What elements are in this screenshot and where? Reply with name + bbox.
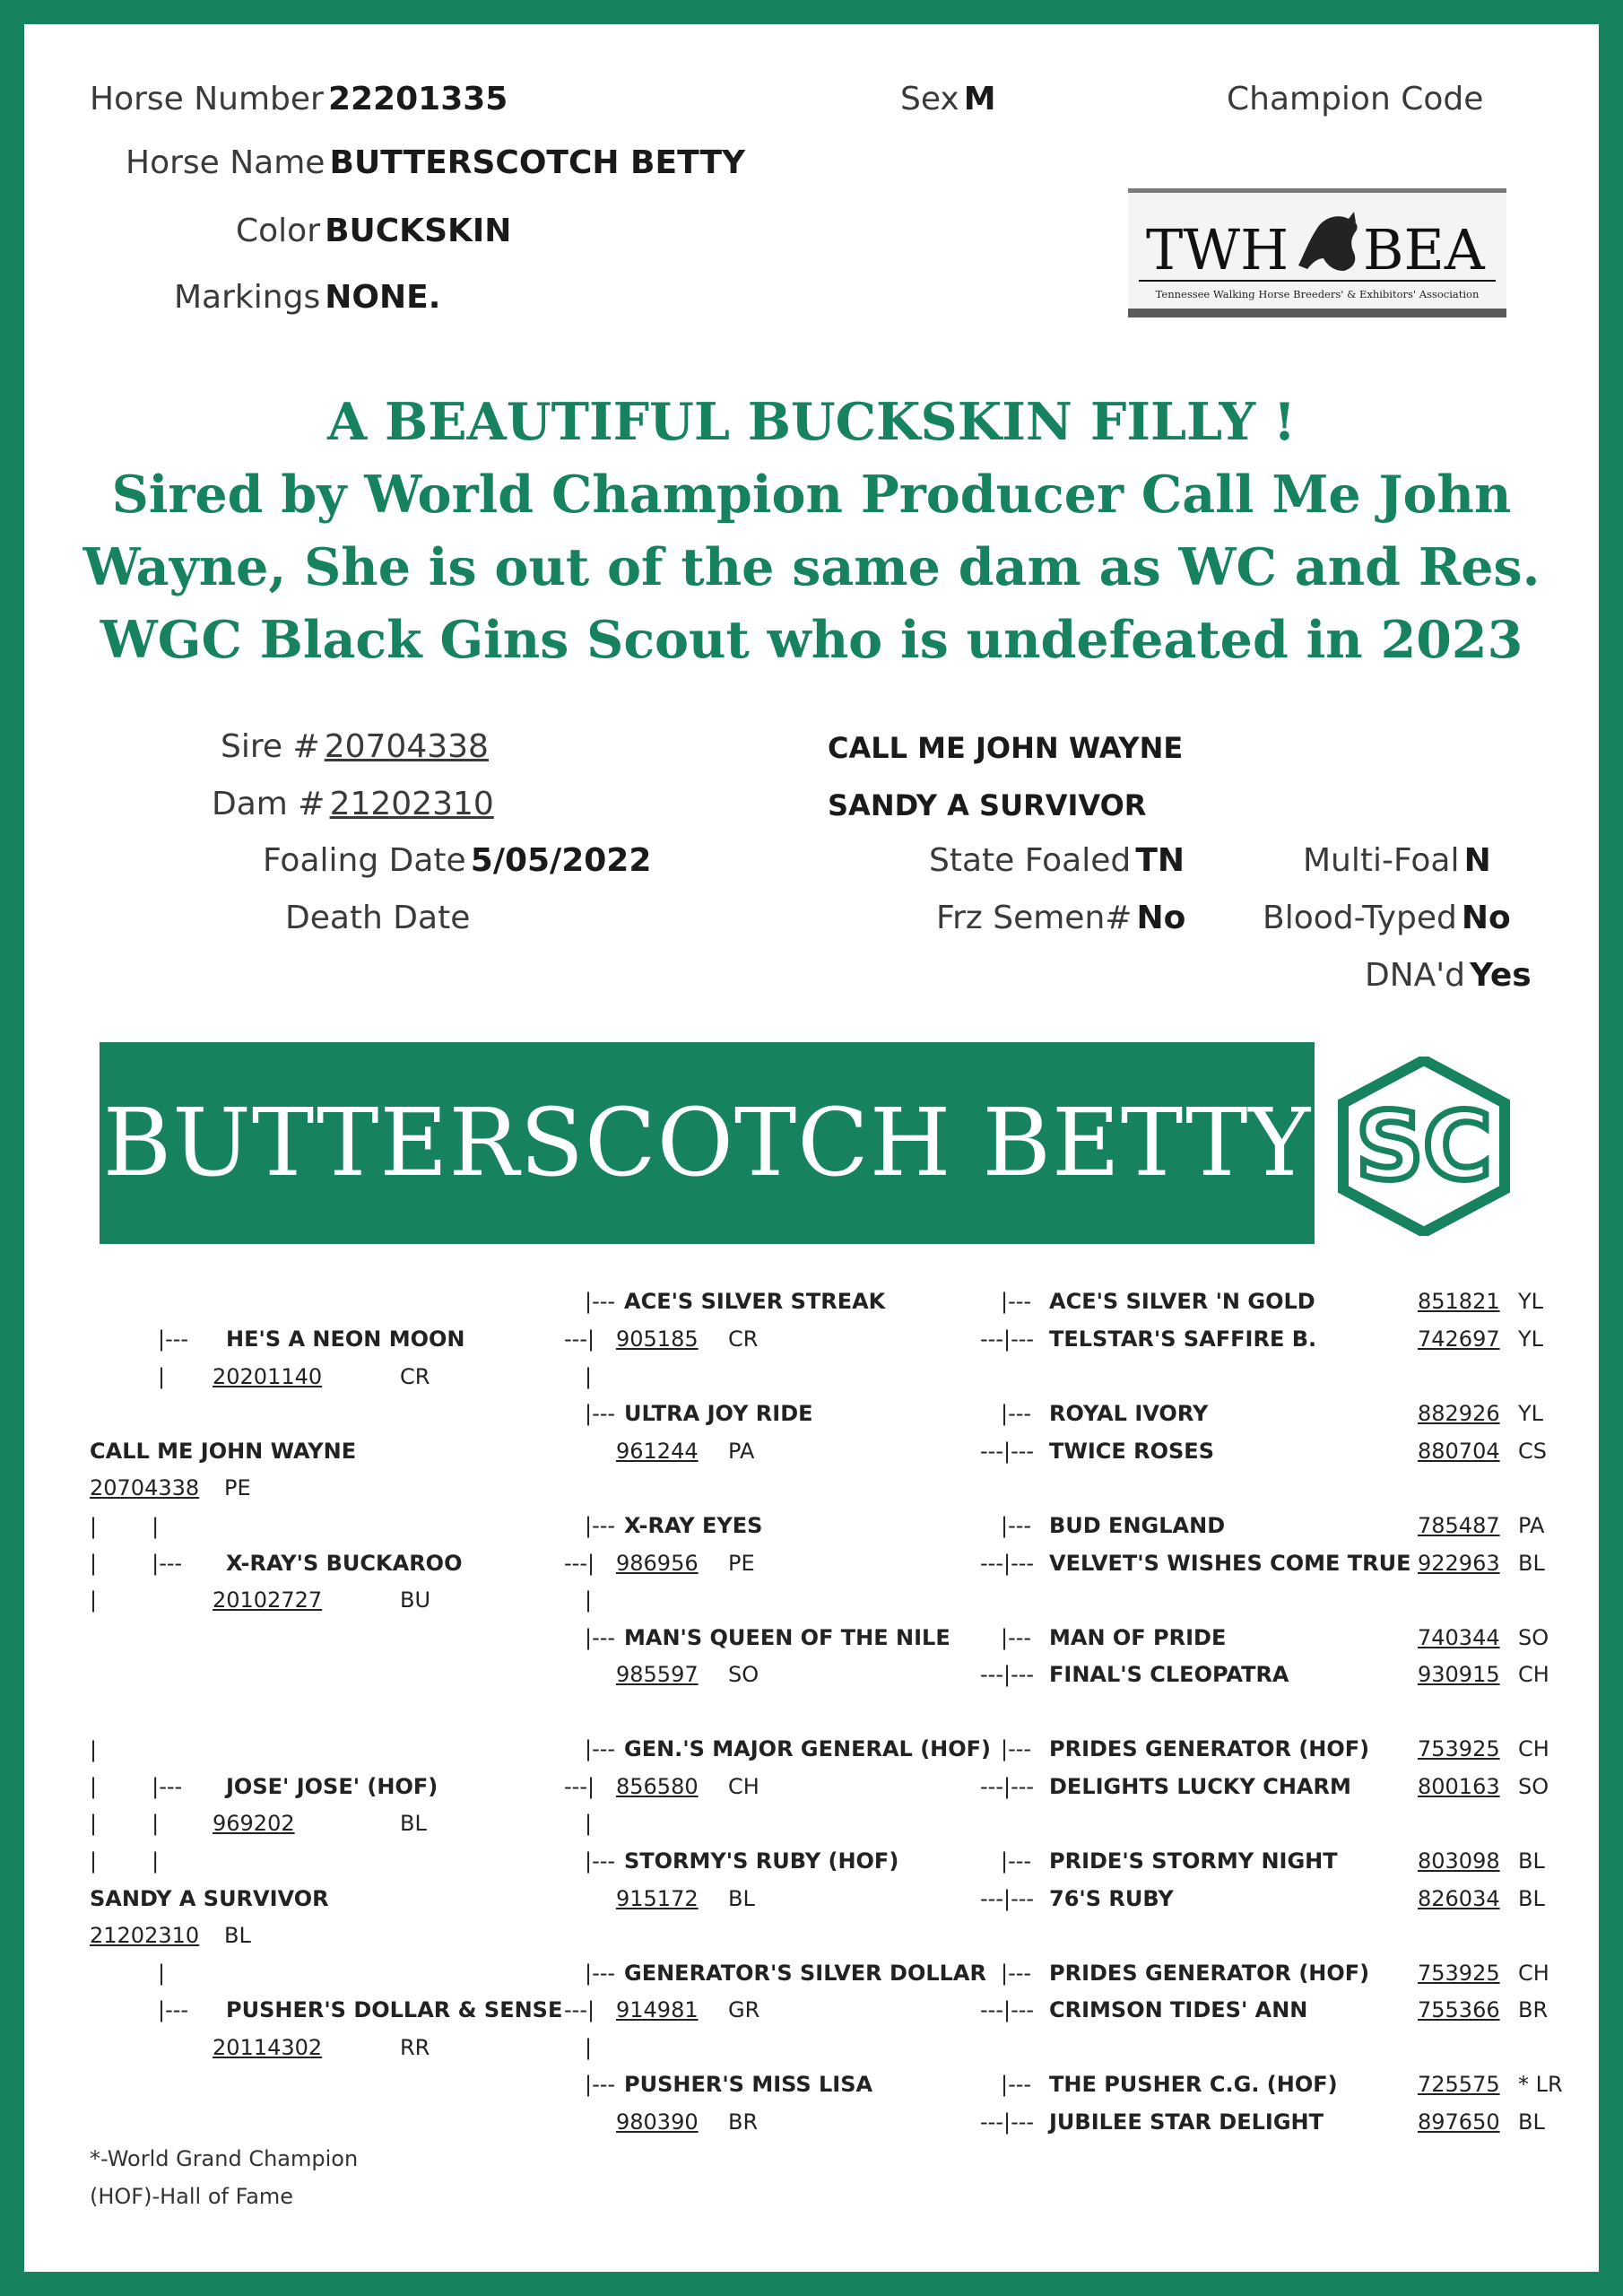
connector: |--- — [1001, 1961, 1032, 1986]
connector: ---| — [564, 1997, 595, 2022]
connector: |--- — [585, 1736, 616, 1761]
dam-number-row — [212, 786, 494, 822]
gen3-reg[interactable]: 856580 — [616, 1774, 699, 1799]
blood-typed-row — [1263, 900, 1511, 936]
dna-value: Yes — [1470, 957, 1532, 994]
gen4-reg[interactable]: 742697 — [1418, 1326, 1500, 1352]
connector: |--- — [585, 1513, 616, 1538]
gen4-reg[interactable]: 725575 — [1418, 2072, 1500, 2097]
gen4-name: TWICE ROSES — [1049, 1439, 1214, 1464]
blood-typed-value: No — [1461, 900, 1511, 936]
connector: |--- — [585, 1848, 616, 1874]
banner-title: BUTTERSCOTCH BETTY — [102, 1088, 1312, 1197]
connector: |--- — [585, 1961, 616, 1986]
markings-row — [174, 279, 440, 316]
gen4-reg[interactable]: 753925 — [1418, 1736, 1500, 1761]
sex-label: Sex — [900, 81, 959, 117]
gen3-color: BL — [728, 1886, 755, 1911]
connector: |--- — [158, 1326, 189, 1352]
gen4-color: SO — [1518, 1774, 1549, 1799]
color-value: BUCKSKIN — [325, 213, 512, 249]
sire-number-row — [221, 728, 489, 765]
gen4-color: SO — [1518, 1625, 1549, 1650]
name-banner — [100, 1042, 1315, 1244]
gen4-name: THE PUSHER C.G. (HOF) — [1049, 2072, 1338, 2097]
gen2-color: CR — [400, 1364, 430, 1389]
gen2-reg[interactable]: 20102727 — [213, 1587, 323, 1613]
connector: |--- — [1001, 1513, 1032, 1538]
gen4-color: BL — [1518, 1551, 1545, 1576]
logo-text-left: TWH — [1146, 217, 1289, 283]
gen4-reg[interactable]: 753925 — [1418, 1961, 1500, 1986]
connector: | — [158, 1961, 166, 1986]
pedigree-dam-color: BL — [224, 1923, 251, 1948]
monogram-text: SC — [1356, 1091, 1492, 1201]
gen4-color: * LR — [1518, 2072, 1563, 2097]
gen4-name: MAN OF PRIDE — [1049, 1625, 1227, 1650]
gen2-reg[interactable]: 20201140 — [213, 1364, 323, 1389]
gen4-name: PRIDES GENERATOR (HOF) — [1049, 1961, 1370, 1986]
connector: ---|--- — [980, 1997, 1035, 2022]
gen3-name: GENERATOR'S SILVER DOLLAR — [624, 1961, 986, 1986]
champion-code-label: Champion Code — [1227, 81, 1484, 117]
pedigree-sire-reg[interactable]: 20704338 — [90, 1475, 200, 1500]
connector: ---|--- — [980, 1551, 1035, 1576]
gen3-reg[interactable]: 985597 — [616, 1662, 699, 1687]
gen4-name: DELIGHTS LUCKY CHARM — [1049, 1774, 1351, 1799]
gen2-color: BL — [400, 1811, 427, 1836]
connector: ---| — [564, 1326, 595, 1352]
color-row — [236, 213, 511, 249]
horse-number-label: Horse Number — [90, 81, 324, 117]
gen3-color: CR — [728, 1326, 759, 1352]
frz-semen-label: Frz Semen# — [936, 900, 1133, 936]
gen4-name: ROYAL IVORY — [1049, 1401, 1209, 1426]
frz-semen-row — [936, 900, 1185, 936]
gen3-reg[interactable]: 915172 — [616, 1886, 699, 1911]
gen4-color: CH — [1518, 1736, 1549, 1761]
gen4-reg[interactable]: 897650 — [1418, 2109, 1500, 2135]
frz-semen-value: No — [1136, 900, 1186, 936]
gen4-reg[interactable]: 800163 — [1418, 1774, 1500, 1799]
connector: | | — [90, 1514, 160, 1539]
connector: ---|--- — [980, 1326, 1035, 1352]
connector: | — [585, 1364, 593, 1389]
connector: | |--- — [90, 1774, 183, 1799]
connector: ---| — [564, 1774, 595, 1799]
gen4-name: BUD ENGLAND — [1049, 1513, 1226, 1538]
connector: ---| — [564, 1551, 595, 1576]
color-label: Color — [236, 213, 320, 249]
connector: | — [585, 1811, 593, 1836]
gen4-color: BL — [1518, 2109, 1545, 2135]
connector: ---|--- — [980, 1886, 1035, 1911]
foaling-date-value: 5/05/2022 — [470, 842, 652, 879]
pedigree-sire-color: PE — [224, 1475, 251, 1500]
horse-name-value: BUTTERSCOTCH BETTY — [329, 144, 746, 181]
gen4-color: YL — [1518, 1401, 1544, 1426]
gen4-name: PRIDES GENERATOR (HOF) — [1049, 1736, 1370, 1761]
connector: ---|--- — [980, 1662, 1035, 1687]
connector: | — [90, 1737, 98, 1762]
gen4-name: JUBILEE STAR DELIGHT — [1049, 2109, 1324, 2135]
connector: |--- — [158, 1997, 189, 2022]
gen4-color: CH — [1518, 1662, 1549, 1687]
dam-label: Dam # — [212, 786, 325, 822]
gen4-color: YL — [1518, 1326, 1544, 1352]
gen4-color: PA — [1518, 1513, 1545, 1538]
connector: |--- — [1001, 1289, 1032, 1314]
state-foaled-value: TN — [1135, 842, 1185, 879]
headline-line-1: A BEAUTIFUL BUCKSKIN FILLY ! — [326, 392, 1297, 452]
connector: | — [585, 1587, 593, 1613]
gen3-color: GR — [728, 1997, 760, 2022]
gen3-color: PA — [728, 1439, 755, 1464]
legend-hof: (HOF)-Hall of Fame — [90, 2184, 294, 2209]
gen4-reg[interactable]: 755366 — [1418, 1997, 1500, 2022]
connector: |--- — [1001, 1736, 1032, 1761]
gen4-name: CRIMSON TIDES' ANN — [1049, 1997, 1308, 2022]
gen4-color: BL — [1518, 1848, 1545, 1874]
connector: |--- — [1001, 1625, 1032, 1650]
gen4-color: BR — [1518, 1997, 1549, 2022]
pedigree-sire-name: CALL ME JOHN WAYNE — [90, 1439, 357, 1464]
gen4-reg[interactable]: 882926 — [1418, 1401, 1500, 1426]
gen4-reg[interactable]: 803098 — [1418, 1848, 1500, 1874]
multi-foal-label: Multi-Foal — [1303, 842, 1460, 879]
connector: | |--- — [90, 1551, 183, 1576]
gen3-color: BR — [728, 2109, 759, 2135]
gen4-color: BL — [1518, 1886, 1545, 1911]
gen3-color: SO — [728, 1662, 759, 1687]
legend-wgc: *-World Grand Champion — [90, 2146, 359, 2171]
connector: | — [585, 2035, 593, 2060]
markings-value: NONE. — [325, 279, 441, 316]
gen4-reg[interactable]: 880704 — [1418, 1439, 1500, 1464]
gen3-color: PE — [728, 1551, 755, 1576]
horse-name-row — [126, 144, 745, 181]
headline-line-2: Sired by World Champion Producer Call Me John — [111, 465, 1512, 525]
headline — [36, 386, 1587, 676]
markings-label: Markings — [174, 279, 321, 316]
sire-number-link[interactable]: 20704338 — [324, 728, 489, 765]
gen3-name: STORMY'S RUBY (HOF) — [624, 1848, 899, 1874]
sire-label: Sire # — [221, 728, 320, 765]
pedigree-dam-reg[interactable]: 21202310 — [90, 1923, 200, 1948]
multi-foal-row — [1303, 842, 1491, 879]
multi-foal-value: N — [1463, 842, 1491, 879]
gen3-reg[interactable]: 914981 — [616, 1997, 699, 2022]
dna-label: DNA'd — [1365, 957, 1466, 994]
connector: |--- — [1001, 1401, 1032, 1426]
gen4-reg[interactable]: 922963 — [1418, 1551, 1500, 1576]
logo-tagline: Tennessee Walking Horse Breeders' & Exhibitors' Association — [1155, 288, 1480, 300]
state-foaled-label: State Foaled — [929, 842, 1132, 879]
gen4-color: YL — [1518, 1289, 1544, 1314]
horse-name-label: Horse Name — [126, 144, 325, 181]
dam-number-link[interactable]: 21202310 — [329, 786, 494, 822]
connector: | | — [90, 1848, 160, 1874]
gen4-name: ACE'S SILVER 'N GOLD — [1049, 1289, 1315, 1314]
gen4-name: FINAL'S CLEOPATRA — [1049, 1662, 1289, 1687]
gen3-name: X-RAY EYES — [624, 1513, 763, 1538]
gen3-reg[interactable]: 980390 — [616, 2109, 699, 2135]
gen3-name: ACE'S SILVER STREAK — [624, 1289, 886, 1314]
connector: |--- — [585, 2072, 616, 2097]
sex-row — [900, 81, 996, 117]
gen3-name: GEN.'S MAJOR GENERAL (HOF) — [624, 1736, 992, 1761]
gen4-name: PRIDE'S STORMY NIGHT — [1049, 1848, 1338, 1874]
connector: ---|--- — [980, 1439, 1035, 1464]
headline-line-4: WGC Black Gins Scout who is undefeated in 2023 — [100, 610, 1523, 670]
gen2-name: X-RAY'S BUCKAROO — [226, 1551, 463, 1576]
gen3-reg[interactable]: 961244 — [616, 1439, 699, 1464]
sex-value: M — [963, 81, 996, 117]
gen3-name: MAN'S QUEEN OF THE NILE — [624, 1625, 950, 1650]
gen2-name: PUSHER'S DOLLAR & SENSE — [226, 1997, 563, 2022]
gen3-reg[interactable]: 905185 — [616, 1326, 699, 1352]
sc-monogram-logo — [1336, 1057, 1512, 1236]
horse-number-value: 22201335 — [327, 81, 508, 117]
gen4-reg[interactable]: 785487 — [1418, 1513, 1500, 1538]
connector: | — [90, 1587, 98, 1613]
gen4-color: CS — [1518, 1439, 1547, 1464]
gen4-name: TELSTAR'S SAFFIRE B. — [1049, 1326, 1317, 1352]
gen3-color: CH — [728, 1774, 759, 1799]
gen2-reg[interactable]: 969202 — [213, 1811, 295, 1836]
gen2-color: BU — [400, 1587, 431, 1613]
connector: |--- — [585, 1401, 616, 1426]
gen4-name: 76'S RUBY — [1049, 1886, 1174, 1911]
gen2-color: RR — [400, 2035, 430, 2060]
gen2-name: HE'S A NEON MOON — [226, 1326, 465, 1352]
gen3-name: ULTRA JOY RIDE — [624, 1401, 813, 1426]
connector: |--- — [1001, 1848, 1032, 1874]
dna-row — [1365, 957, 1532, 994]
gen4-name: VELVET'S WISHES COME TRUE — [1049, 1551, 1411, 1576]
twhbea-logo — [1128, 188, 1506, 317]
gen4-reg[interactable]: 851821 — [1418, 1289, 1500, 1314]
gen3-name: PUSHER'S MISS LISA — [624, 2072, 873, 2097]
sire-name: CALL ME JOHN WAYNE — [828, 731, 1184, 765]
gen4-reg[interactable]: 930915 — [1418, 1662, 1500, 1687]
connector: | | — [90, 1811, 160, 1836]
connector: ---|--- — [980, 1774, 1035, 1799]
foaling-date-row — [263, 842, 651, 879]
gen3-reg[interactable]: 986956 — [616, 1551, 699, 1576]
connector: |--- — [1001, 2072, 1032, 2097]
dam-name: SANDY A SURVIVOR — [828, 788, 1147, 822]
gen4-reg[interactable]: 826034 — [1418, 1886, 1500, 1911]
foaling-date-label: Foaling Date — [263, 842, 466, 879]
pedigree-dam-name: SANDY A SURVIVOR — [90, 1886, 329, 1911]
connector: |--- — [585, 1625, 616, 1650]
connector: |--- — [585, 1289, 616, 1314]
gen2-name: JOSE' JOSE' (HOF) — [226, 1774, 438, 1799]
gen4-reg[interactable]: 740344 — [1418, 1625, 1500, 1650]
blood-typed-label: Blood-Typed — [1263, 900, 1457, 936]
gen4-color: CH — [1518, 1961, 1549, 1986]
headline-line-3: Wayne, She is out of the same dam as WC and Res. — [82, 537, 1541, 597]
state-foaled-row — [929, 842, 1185, 879]
death-date-label: Death Date — [285, 900, 471, 936]
gen2-reg[interactable]: 20114302 — [213, 2035, 323, 2060]
connector: ---|--- — [980, 2109, 1035, 2135]
horse-number-row — [90, 81, 508, 117]
logo-text-right: BEA — [1363, 217, 1485, 283]
connector: | — [158, 1364, 166, 1389]
